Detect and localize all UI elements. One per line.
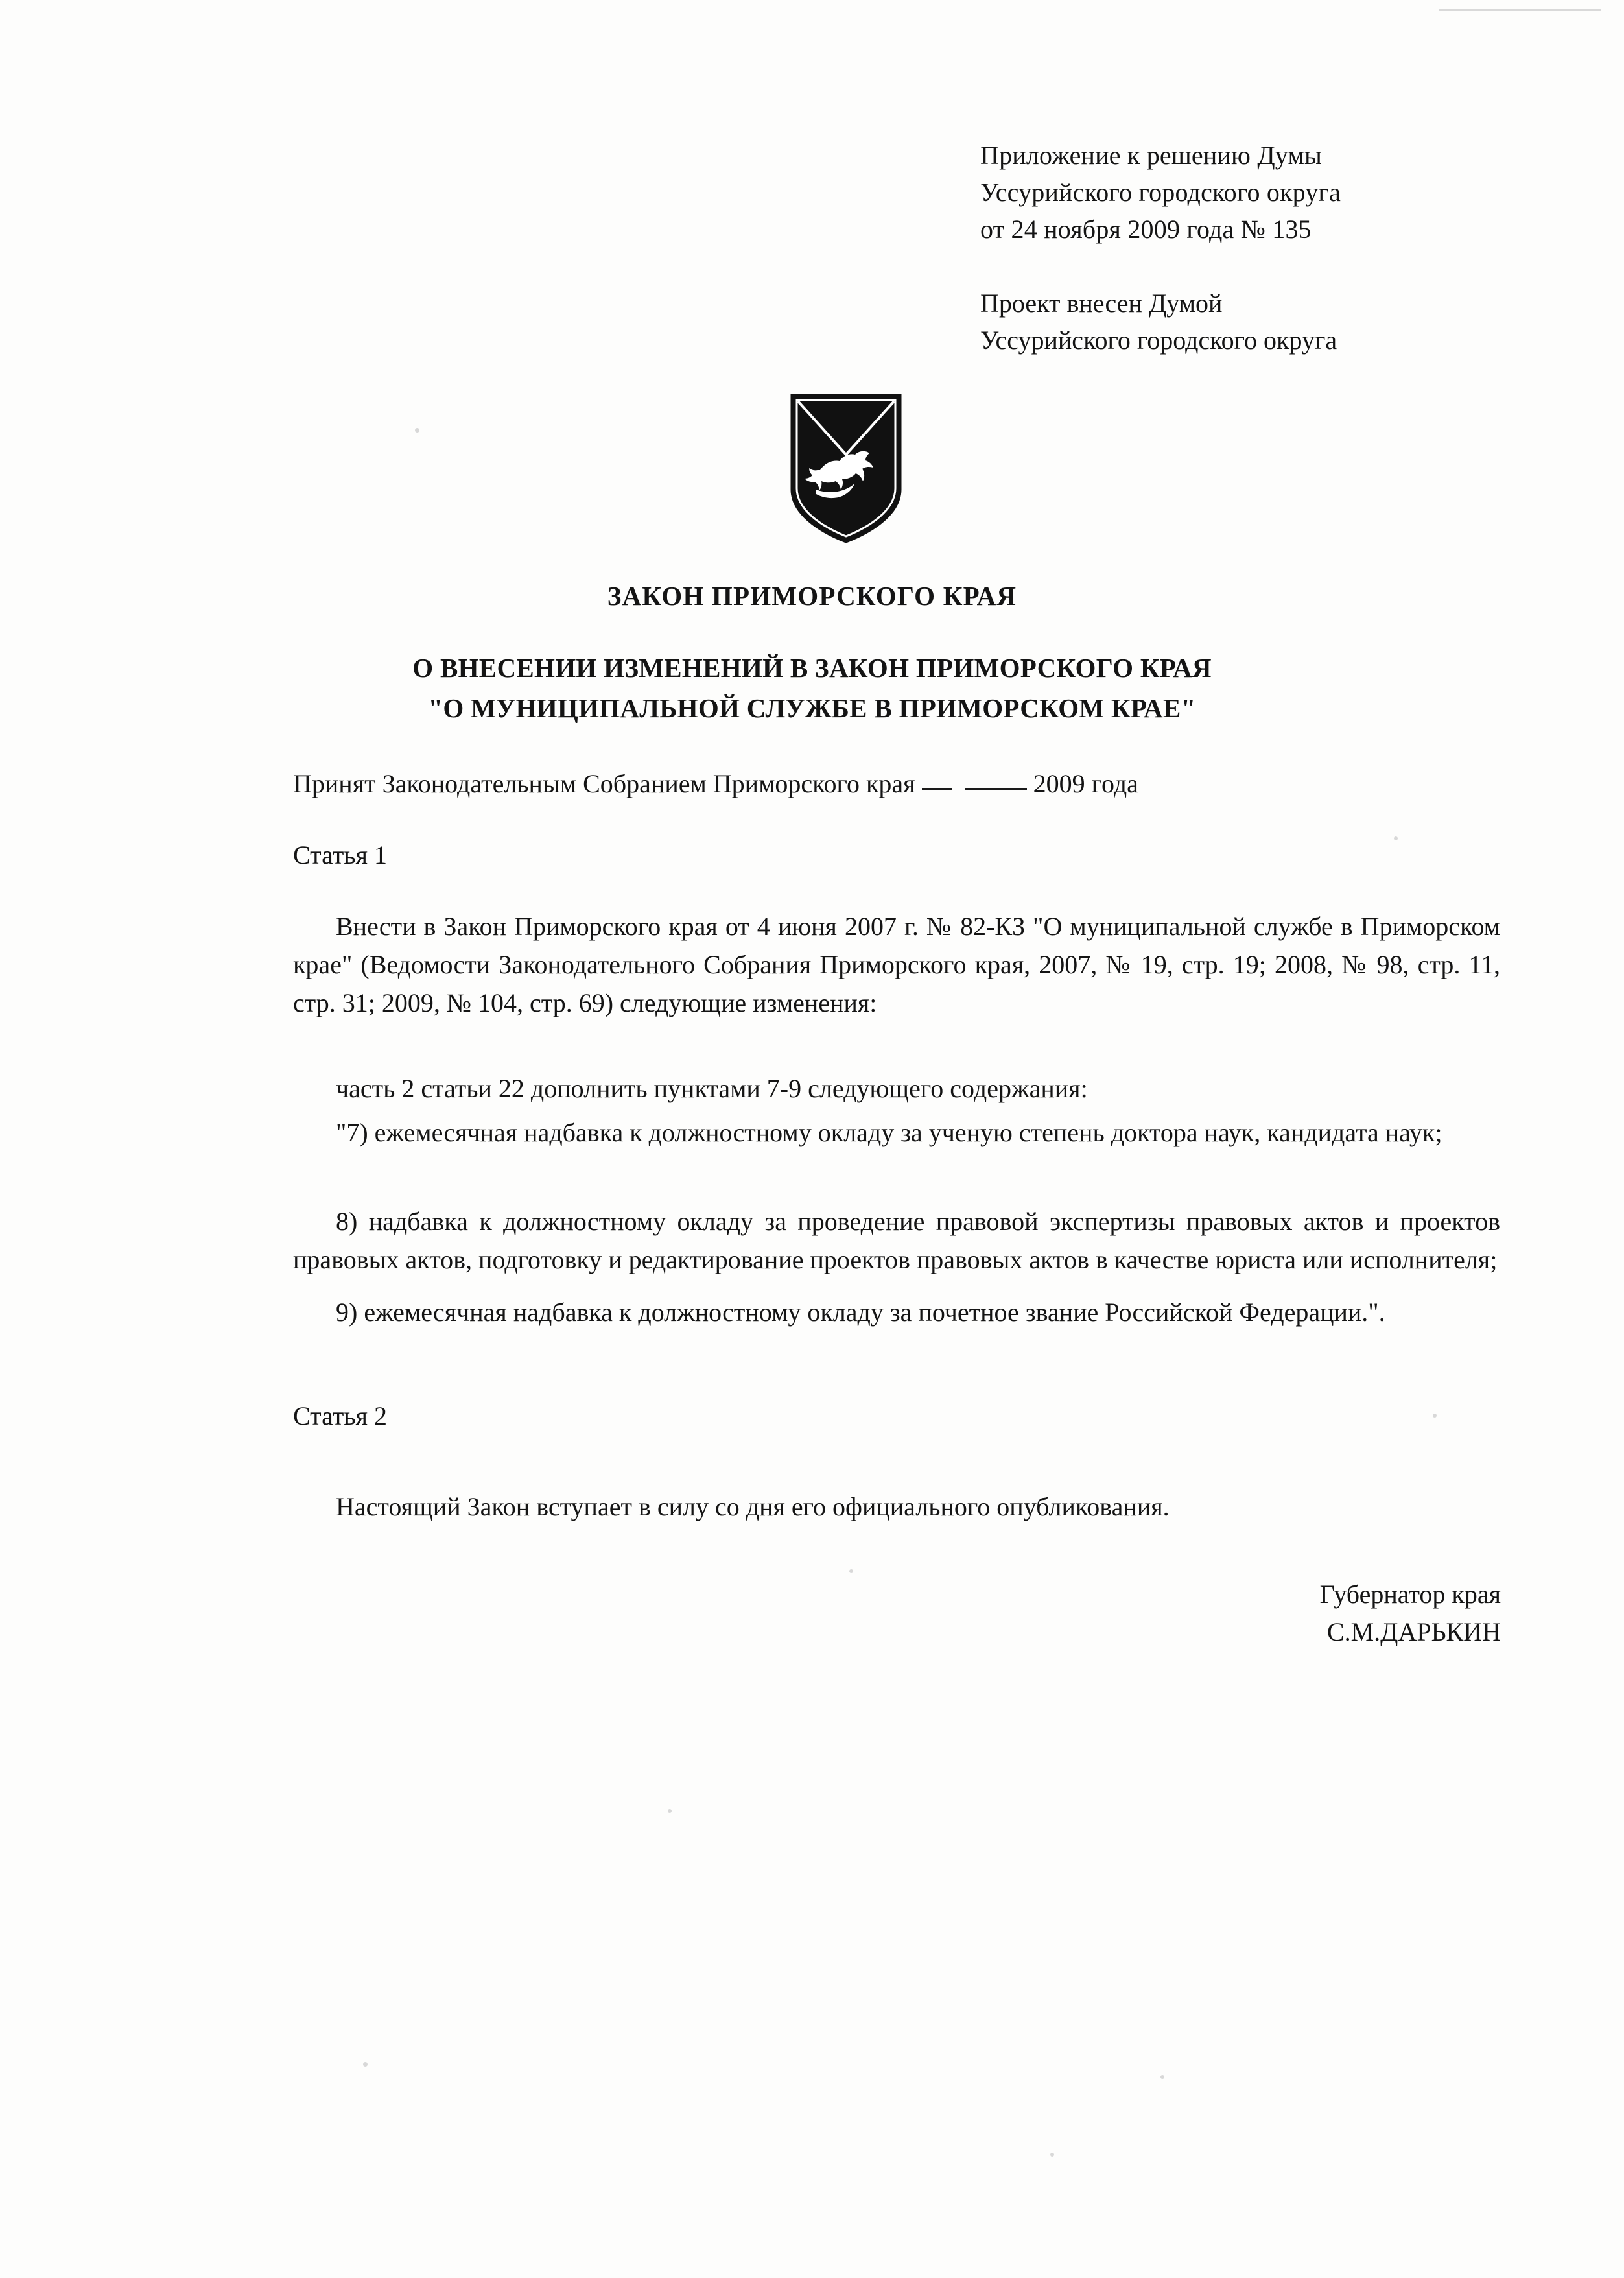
page-title: ЗАКОН ПРИМОРСКОГО КРАЯ: [607, 581, 1017, 611]
signature-block: [1320, 1576, 1501, 1651]
article-2-text: Настоящий Закон вступает в силу со дня его официального опубликования.: [336, 1492, 1170, 1521]
scan-speck: [1050, 2153, 1054, 2157]
article-2-heading: Статья 2: [293, 1401, 387, 1430]
coat-of-arms-icon: [788, 392, 904, 545]
page-subtitle-line-1: О ВНЕСЕНИИ ИЗМЕНЕНИЙ В ЗАКОН ПРИМОРСКОГО КРАЯ: [412, 653, 1212, 683]
appendix-line-3: от 24 ноября 2009 года № 135: [980, 214, 1312, 244]
appendix-header: [980, 137, 1341, 248]
article-1-item-7: [293, 1114, 1500, 1152]
submitted-by-line-1: Проект внесен Думой: [980, 289, 1223, 318]
appendix-line-1: Приложение к решению Думы: [980, 141, 1323, 170]
signature-role: Губернатор края: [1319, 1580, 1501, 1609]
scan-speck: [1160, 2075, 1164, 2079]
adoption-year: 2009 года: [1033, 769, 1138, 798]
scan-speck: [415, 428, 419, 433]
adoption-prefix: Принят Законодательным Собранием Приморского края: [293, 769, 915, 798]
scan-speck: [363, 2062, 368, 2067]
article-1-intro-text: Внести в Закон Приморского края от 4 июня 2007 г. № 82-КЗ "О муниципальной службе в Приморском крае" (Ведомости Законодательного Собрания Приморского края, 2007, № 19, стр. 19; 2008, № 98, стр. 11, стр. 31; 2009, № 104, стр. 69) следующие изменения:: [293, 912, 1500, 1017]
scan-speck: [668, 1809, 672, 1813]
date-day-blank: [922, 788, 952, 790]
article-1-item-9: [293, 1294, 1500, 1332]
article-1-item-9-text: 9) ежемесячная надбавка к должностному окладу за почетное звание Российской Федерации.".: [336, 1298, 1385, 1327]
submitted-by-line-2: Уссурийского городского округа: [980, 325, 1337, 355]
submitted-by-block: [980, 285, 1337, 359]
article-1-item-8: [293, 1203, 1500, 1279]
article-1-clause-b: [293, 1070, 1500, 1108]
article-1-clause-b-text: часть 2 статьи 22 дополнить пунктами 7-9 следующего содержания:: [336, 1074, 1088, 1103]
signature-name: С.М.ДАРЬКИН: [1326, 1617, 1501, 1646]
adoption-line: [293, 768, 1138, 799]
scan-edge-artifact: [1439, 9, 1601, 11]
appendix-line-2: Уссурийского городского округа: [980, 177, 1341, 207]
article-1-intro: [293, 908, 1500, 1022]
scan-speck: [1433, 1414, 1437, 1418]
page-subtitle-line-2: "О МУНИЦИПАЛЬНОЙ СЛУЖБЕ В ПРИМОРСКОМ КРАЕ": [428, 693, 1196, 723]
page-subtitle: [0, 648, 1624, 728]
article-1-heading: Статья 1: [293, 840, 387, 870]
article-2-body: [293, 1462, 1500, 1552]
article-1-item-8-text: 8) надбавка к должностному окладу за проведение правовой экспертизы правовых актов и проектов правовых актов, подготовку и редактирование проектов правовых актов в качестве юриста или исполнителя;: [293, 1207, 1500, 1274]
scan-speck: [849, 1569, 853, 1573]
scan-speck: [1394, 836, 1398, 840]
date-month-blank: [965, 788, 1027, 790]
article-1-item-7-text: "7) ежемесячная надбавка к должностному окладу за ученую степень доктора наук, кандидата наук;: [336, 1118, 1442, 1147]
